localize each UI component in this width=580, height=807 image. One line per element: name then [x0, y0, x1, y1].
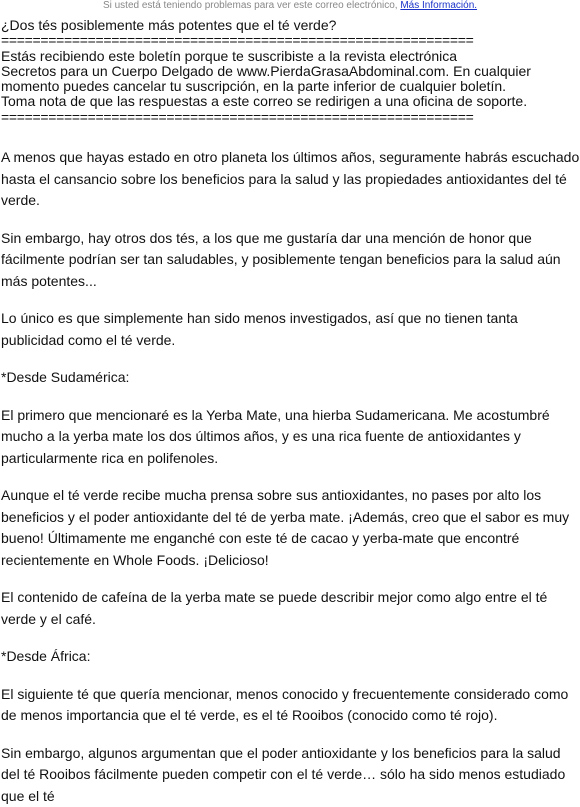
- divider-top: ============================================================: [1, 32, 474, 49]
- notice-text: Si usted está teniendo problemas para ver este correo electrónico,: [102, 0, 398, 11]
- divider-bottom: ============================================================: [1, 108, 474, 125]
- subscription-line-1: Estás recibiendo este boletín porque te suscribiste a la revista electrónica: [1, 47, 458, 64]
- paragraph: El contenido de cafeína de la yerba mate se puede describir mejor como algo entre el té verde y el café.: [1, 589, 548, 627]
- more-info-link[interactable]: Más Información.: [400, 0, 478, 11]
- email-header: [0, 14, 580, 125]
- subscription-line-3: momento puedes cancelar tu suscripción, en la parte inferior de cualquier boletín.: [1, 78, 507, 95]
- paragraph: El primero que mencionaré es la Yerba Mate, una hierba Sudamericana. Me acostumbré mucho a la yerba mate los dos últimos años, y es una rica fuente de antioxidantes y particularmente rica en polifenoles.: [1, 406, 550, 466]
- email-subject: ¿Dos tés posiblemente más potentes que el té verde?: [1, 17, 337, 33]
- paragraph: Aunque el té verde recibe mucha prensa sobre sus antioxidantes, no pases por alto los beneficios y el poder antioxidante del té de yerba mate. ¡Además, creo que el sabor es muy bueno! Últimamente me enganché con este té de cacao y yerba-mate que encontré recientemente en Whole Foods. ¡Delicioso!: [1, 487, 570, 568]
- section-heading-africa: *Desde África:: [1, 648, 91, 665]
- view-problem-notice: [0, 0, 580, 14]
- email-body: [0, 147, 580, 807]
- paragraph: Lo único es que simplemente han sido menos investigados, así que no tienen tanta publicidad como el té verde.: [1, 310, 518, 348]
- paragraph: A menos que hayas estado en otro planeta los últimos años, seguramente habrás escuchado hasta el cansancio sobre los beneficios para la salud y las propiedades antioxidantes del té verde.: [1, 149, 580, 209]
- section-heading-south-america: *Desde Sudamérica:: [1, 369, 130, 386]
- subscription-line-4: Toma nota de que las respuestas a este correo se redirigen a una oficina de soporte.: [1, 93, 528, 110]
- paragraph: Sin embargo, hay otros dos tés, a los que me gustaría dar una mención de honor que fácilmente podrían ser tan saludables, y posiblemente tengan beneficios para la salud aún más potentes...: [1, 229, 561, 289]
- paragraph: Sin embargo, algunos argumentan que el poder antioxidante y los beneficios para la salud del té Rooibos fácilmente pueden competir con el té verde… sólo ha sido menos estudiado que el té: [1, 744, 566, 804]
- subscription-line-2: Secretos para un Cuerpo Delgado de www.PierdaGrasaAbdominal.com. En cualquier: [1, 62, 531, 79]
- paragraph: El siguiente té que quería mencionar, menos conocido y frecuentemente considerado como de menos importancia que el té verde, es el té Rooibos (conocido como té rojo).: [1, 685, 569, 724]
